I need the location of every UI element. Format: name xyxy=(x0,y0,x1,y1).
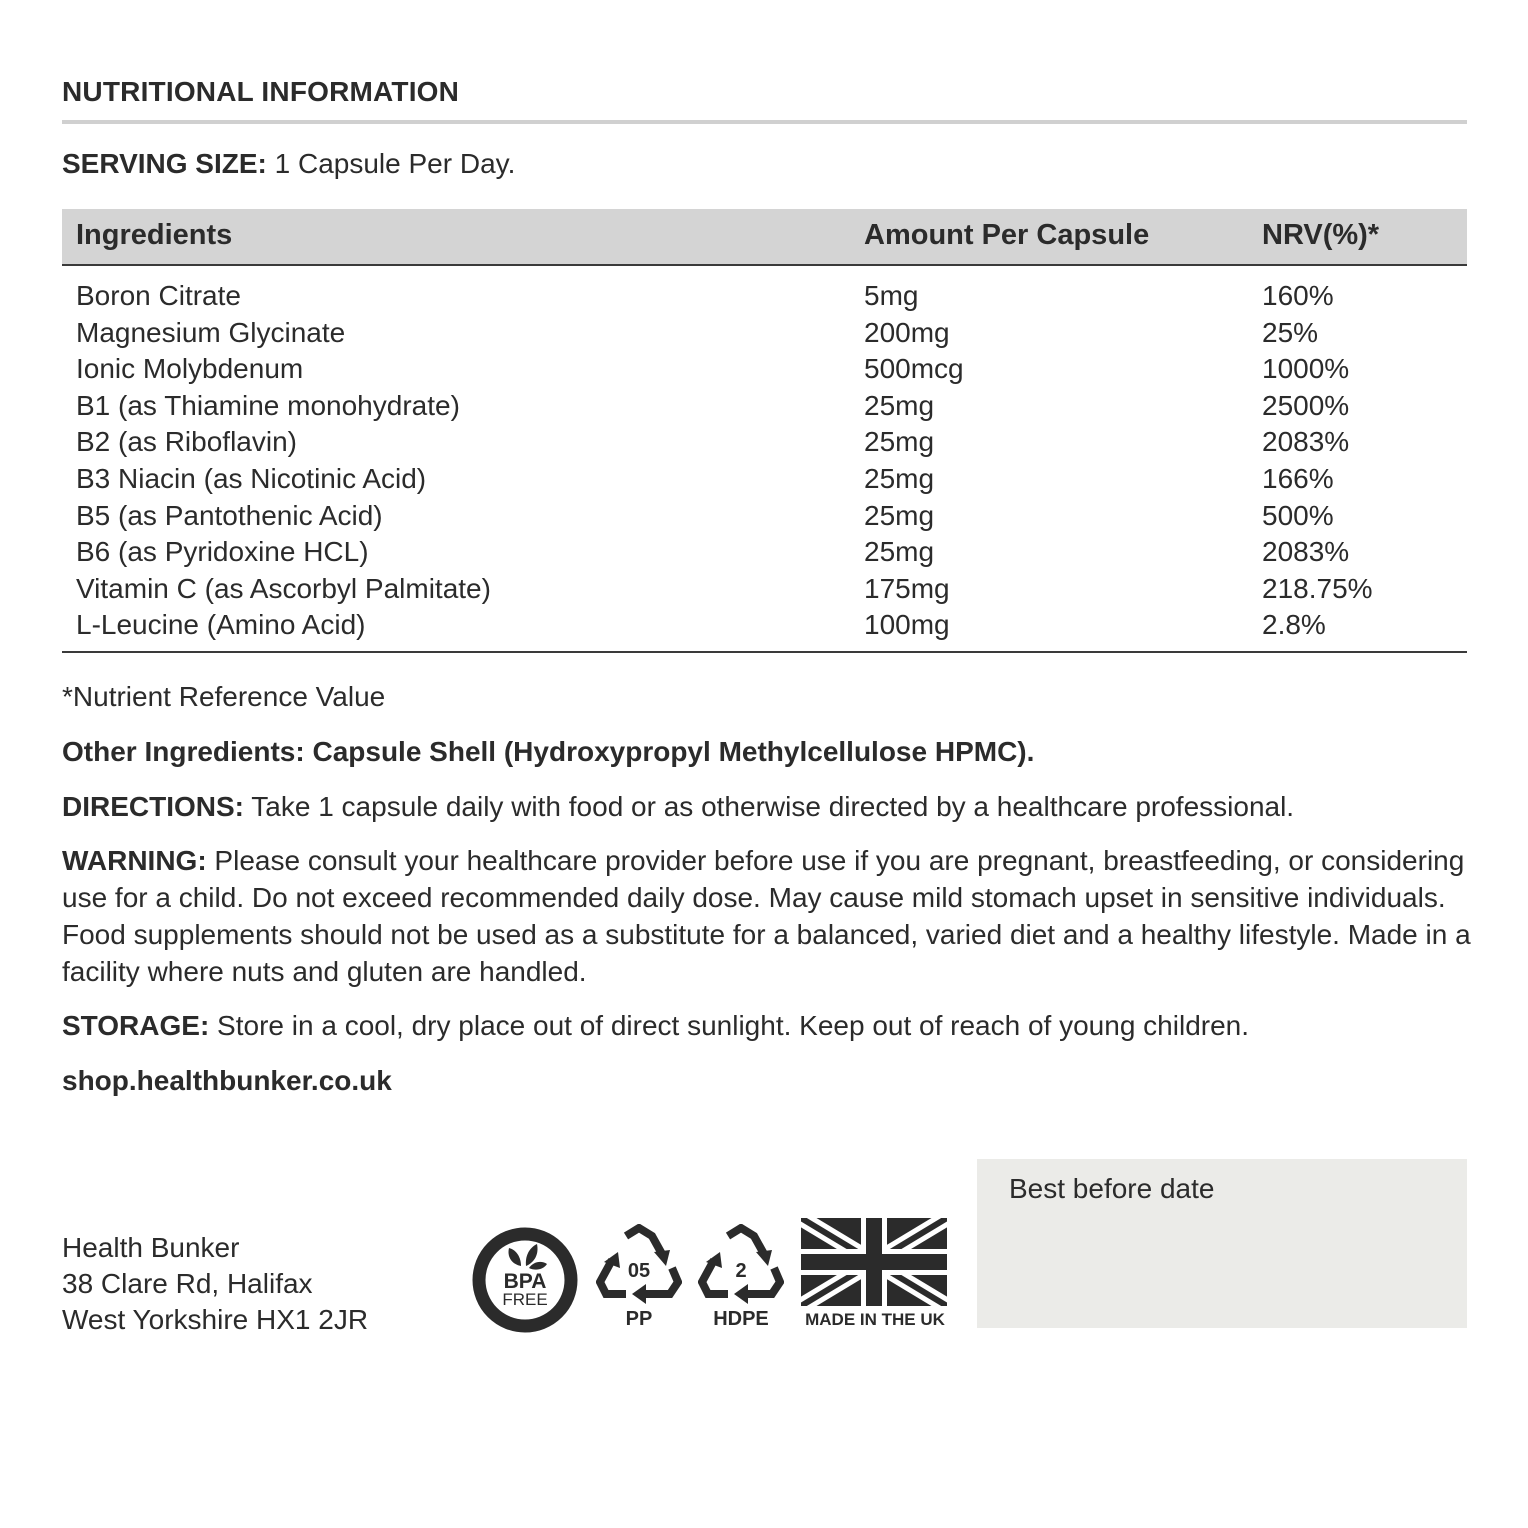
address-line-2: 38 Clare Rd, Halifax xyxy=(62,1268,313,1299)
table-row xyxy=(62,461,1467,498)
table-header xyxy=(62,209,1467,266)
table-body xyxy=(62,266,1467,653)
amount-cell: 100mg xyxy=(864,609,950,641)
storage-label: STORAGE: xyxy=(62,1010,210,1041)
other-ingredients: Other Ingredients: Capsule Shell (Hydroxypropyl Methylcellulose HPMC). xyxy=(62,736,1035,767)
recycle-hdpe-icon xyxy=(698,1224,784,1334)
table-row xyxy=(62,315,1467,352)
made-in-uk-label: MADE IN THE UK xyxy=(805,1310,945,1329)
table-row xyxy=(62,534,1467,571)
amount-cell: 175mg xyxy=(864,572,950,604)
warning xyxy=(62,842,1472,990)
directions xyxy=(62,788,1472,825)
page-title: NUTRITIONAL INFORMATION xyxy=(62,76,460,107)
address-line-1: Health Bunker xyxy=(62,1232,240,1263)
table-row xyxy=(62,388,1467,425)
table-row xyxy=(62,498,1467,535)
amount-cell: 200mg xyxy=(864,316,950,348)
nrv-cell: 500% xyxy=(1262,499,1334,531)
directions-text: Take 1 capsule daily with food or as otherwise directed by a healthcare professional. xyxy=(244,791,1295,822)
storage xyxy=(62,1007,1472,1044)
title-divider xyxy=(62,120,1467,124)
ingredient-cell: Boron Citrate xyxy=(76,280,241,311)
warning-label: WARNING: xyxy=(62,845,207,876)
ingredient-cell: B5 (as Pantothenic Acid) xyxy=(76,499,383,531)
company-address xyxy=(62,1230,368,1338)
nrv-cell: 218.75% xyxy=(1262,572,1373,604)
nrv-cell: 160% xyxy=(1262,280,1334,311)
nutrition-table xyxy=(62,209,1467,653)
serving-size xyxy=(62,148,515,180)
hdpe-number: 2 xyxy=(735,1260,747,1282)
union-jack-icon xyxy=(801,1218,947,1306)
recycle-pp-icon xyxy=(596,1224,682,1334)
amount-cell: 500mcg xyxy=(864,353,964,385)
ingredient-cell: Ionic Molybdenum xyxy=(76,353,304,385)
address-line-3: West Yorkshire HX1 2JR xyxy=(62,1304,369,1335)
directions-label: DIRECTIONS: xyxy=(62,791,244,822)
table-row xyxy=(62,424,1467,461)
nrv-cell: 166% xyxy=(1262,462,1334,494)
table-row xyxy=(62,351,1467,388)
free-text: FREE xyxy=(502,1290,548,1309)
header-ingredients: Ingredients xyxy=(76,219,233,251)
ingredient-cell: B3 Niacin (as Nicotinic Acid) xyxy=(76,462,427,494)
table-row xyxy=(62,278,1467,315)
website-link[interactable]: shop.healthbunker.co.uk xyxy=(62,1065,392,1096)
bpa-text: BPA xyxy=(503,1270,547,1293)
ingredient-cell: B1 (as Thiamine monohydrate) xyxy=(76,389,460,421)
ingredient-cell: B6 (as Pyridoxine HCL) xyxy=(76,536,369,568)
made-in-uk-icon xyxy=(801,1218,949,1334)
best-before-label: Best before date xyxy=(1009,1173,1215,1204)
nrv-cell: 2.8% xyxy=(1262,609,1326,641)
table-row xyxy=(62,571,1467,608)
nrv-cell: 2083% xyxy=(1262,536,1350,568)
hdpe-label: HDPE xyxy=(713,1308,769,1330)
pp-label: PP xyxy=(625,1308,653,1330)
amount-cell: 25mg xyxy=(864,499,935,531)
header-nrv: NRV(%)* xyxy=(1262,219,1380,251)
amount-cell: 25mg xyxy=(864,389,935,421)
ingredient-cell: Vitamin C (as Ascorbyl Palmitate) xyxy=(76,572,491,604)
amount-cell: 25mg xyxy=(864,462,935,494)
table-row xyxy=(62,607,1467,644)
nrv-cell: 2083% xyxy=(1262,426,1350,458)
serving-size-value: 1 Capsule Per Day. xyxy=(266,148,516,179)
nrv-footnote: *Nutrient Reference Value xyxy=(62,681,386,712)
bpa-free-icon xyxy=(471,1226,579,1334)
amount-cell: 25mg xyxy=(864,536,935,568)
ingredient-cell: Magnesium Glycinate xyxy=(76,316,346,348)
nrv-cell: 1000% xyxy=(1262,353,1350,385)
pp-number: 05 xyxy=(627,1260,651,1282)
nrv-cell: 2500% xyxy=(1262,389,1350,421)
amount-cell: 25mg xyxy=(864,426,935,458)
header-amount: Amount Per Capsule xyxy=(864,219,1150,251)
best-before-box xyxy=(977,1159,1467,1328)
ingredient-cell: B2 (as Riboflavin) xyxy=(76,426,297,458)
storage-text: Store in a cool, dry place out of direct sunlight. Keep out of reach of young children. xyxy=(209,1010,1250,1041)
serving-size-label: SERVING SIZE: xyxy=(62,148,267,179)
nrv-cell: 25% xyxy=(1262,316,1319,348)
ingredient-cell: L-Leucine (Amino Acid) xyxy=(76,609,366,641)
warning-text: Please consult your healthcare provider before use if you are pregnant, breastfeeding, or considering use for a child. Do not exceed recommended daily dose. May cause mild stomach upset in sensitive individuals. Food supplements should not be used as a substitute for a balanced, varied diet and a healthy lifestyle. Made in a facility where nuts and gluten are handled. xyxy=(62,845,1471,987)
amount-cell: 5mg xyxy=(864,280,919,311)
